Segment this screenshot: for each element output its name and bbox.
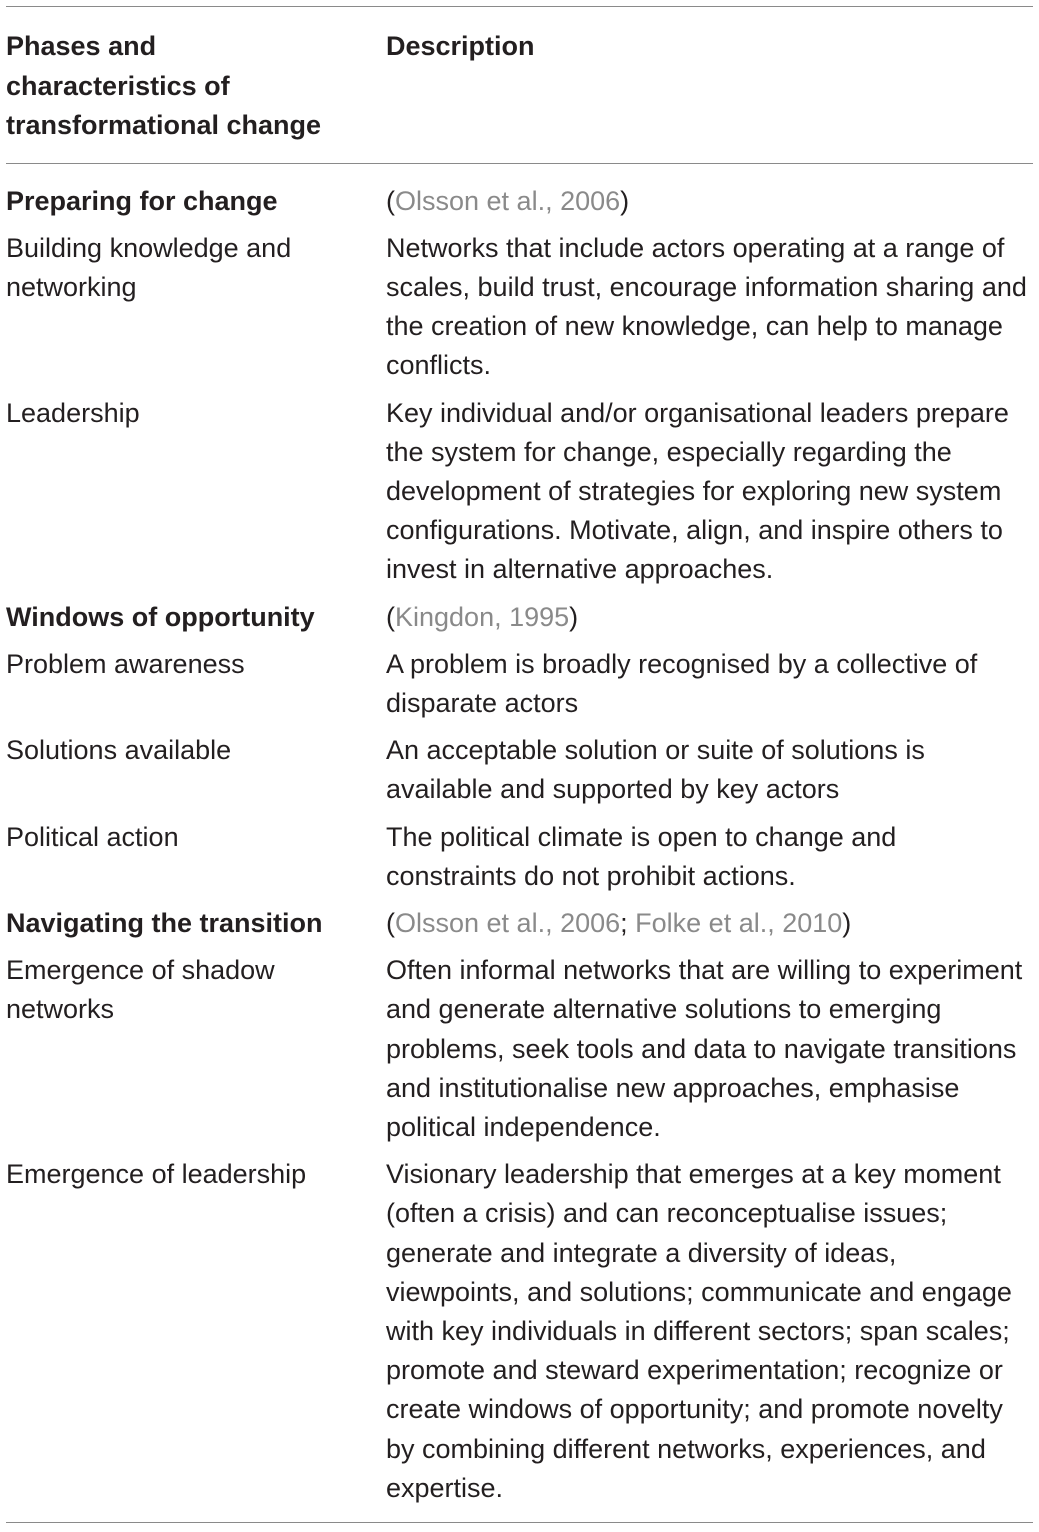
table-bottom-rule bbox=[6, 1522, 1033, 1523]
phase-cell: Building knowledge and networking bbox=[6, 232, 292, 302]
description-cell: Key individual and/or organisational leaders prepare the system for change, especially regarding the development of strategies for exploring new system configurations. Motivate, align, and inspire others to invest in alternative approaches. bbox=[386, 397, 1009, 585]
table-row bbox=[6, 731, 1039, 817]
phase-cell: Emergence of leadership bbox=[6, 1159, 307, 1190]
citation-link[interactable]: Folke et al., 2010 bbox=[635, 907, 843, 938]
phase-cell: Solutions available bbox=[6, 735, 232, 766]
phases-table bbox=[6, 6, 1039, 1523]
phase-cell: Problem awareness bbox=[6, 648, 245, 679]
description-cell: A problem is broadly recognised by a collective of disparate actors bbox=[386, 648, 978, 718]
description-cell: An acceptable solution or suite of solutions is available and supported by key actors bbox=[386, 735, 925, 805]
citation-link[interactable]: Olsson et al., 2006 bbox=[395, 185, 621, 216]
description-cell: Networks that include actors operating at a range of scales, build trust, encourage information sharing and the creation of new knowledge, can help to manage conflicts. bbox=[386, 232, 1027, 381]
section-row bbox=[6, 904, 1039, 951]
header-phases: Phases and characteristics of transformational change bbox=[6, 31, 322, 140]
citation-link[interactable]: Kingdon, 1995 bbox=[395, 601, 570, 632]
table-row bbox=[6, 818, 1039, 904]
header-description: Description bbox=[386, 31, 535, 61]
table-body bbox=[6, 164, 1039, 1517]
citation-cell: (Kingdon, 1995) bbox=[386, 601, 579, 632]
table-row bbox=[6, 645, 1039, 731]
table-row bbox=[6, 1155, 1039, 1516]
table-header bbox=[6, 7, 1039, 163]
citation-cell: (Olsson et al., 2006) bbox=[386, 185, 630, 216]
phase-cell: Emergence of shadow networks bbox=[6, 955, 275, 1025]
table-row bbox=[6, 951, 1039, 1155]
phase-cell: Political action bbox=[6, 821, 179, 852]
section-row bbox=[6, 182, 1039, 229]
description-cell: The political climate is open to change and constraints do not prohibit actions. bbox=[386, 821, 897, 891]
section-title: Navigating the transition bbox=[6, 907, 323, 938]
citation-cell: (Olsson et al., 2006; Folke et al., 2010) bbox=[386, 907, 852, 938]
section-row bbox=[6, 598, 1039, 645]
description-cell: Often informal networks that are willing to experiment and generate alternative solutions to emerging problems, seek tools and data to navigate transitions and institutionalise new approaches, emphasise political independence. bbox=[386, 955, 1023, 1142]
phase-cell: Leadership bbox=[6, 397, 140, 428]
table-row bbox=[6, 229, 1039, 394]
section-title: Preparing for change bbox=[6, 185, 278, 216]
section-title: Windows of opportunity bbox=[6, 601, 315, 632]
description-cell: Visionary leadership that emerges at a key moment (often a crisis) and can reconceptualise issues; generate and integrate a diversity of ideas, viewpoints, and solutions; communicate and engage with key individuals in different sectors; span scales; promote and steward experimentation; recognize or create windows of opportunity; and promote novelty by combining different networks, experiences, and expertise. bbox=[386, 1159, 1012, 1503]
citation-link[interactable]: Olsson et al., 2006 bbox=[395, 907, 621, 938]
table-row bbox=[6, 394, 1039, 598]
